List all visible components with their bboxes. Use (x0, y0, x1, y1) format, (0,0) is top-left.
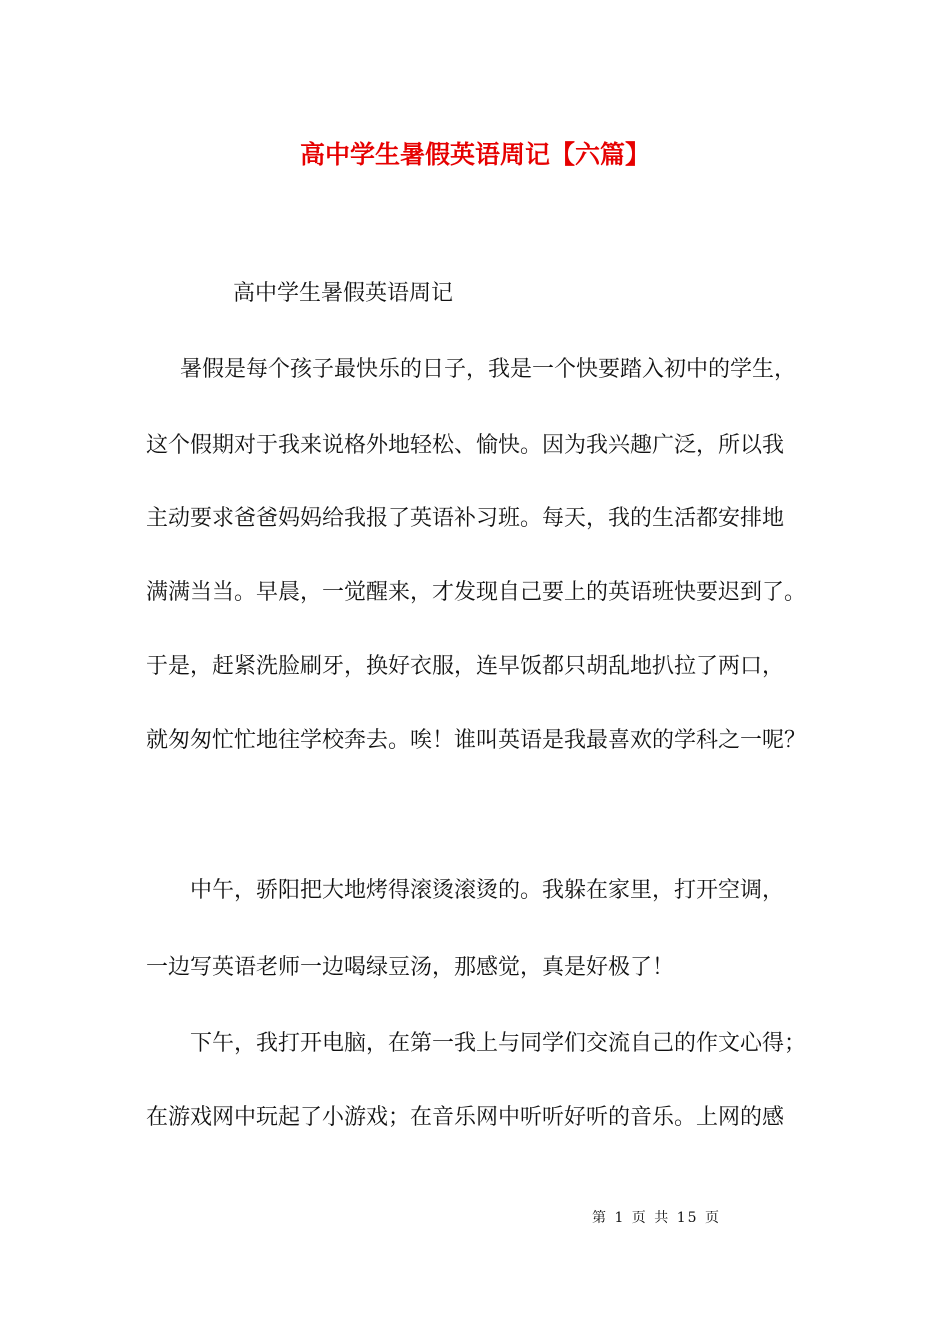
paragraph-line: 下午，我打开电脑，在第一我上与同学们交流自己的作文心得； (190, 1031, 807, 1056)
paragraph-line: 这个假期对于我来说格外地轻松、愉快。因为我兴趣广泛，所以我 (146, 433, 785, 458)
paragraph-line: 中午，骄阳把大地烤得滚烫滚烫的。我躲在家里，打开空调， (190, 878, 785, 903)
paragraph-line: 在游戏网中玩起了小游戏；在音乐网中听听好听的音乐。上网的感 (146, 1105, 785, 1130)
section-subtitle: 高中学生暑假英语周记 (233, 281, 454, 306)
paragraph-line: 一边写英语老师一边喝绿豆汤，那感觉，真是好极了！ (146, 955, 675, 980)
paragraph-line: 于是，赶紧洗脸刷牙，换好衣服，连早饭都只胡乱地扒拉了两口， (146, 654, 785, 679)
document-title: 高中学生暑假英语周记【六篇】 (299, 140, 650, 169)
paragraph-line: 满满当当。早晨，一觉醒来，才发现自己要上的英语班快要迟到了。 (146, 580, 807, 605)
paragraph-line: 暑假是每个孩子最快乐的日子，我是一个快要踏入初中的学生， (180, 357, 797, 382)
paragraph-line: 就匆匆忙忙地往学校奔去。唉！谁叫英语是我最喜欢的学科之一呢？ (146, 728, 807, 753)
page-footer: 第 1 页 共 15 页 (592, 1210, 721, 1226)
paragraph-line: 主动要求爸爸妈妈给我报了英语补习班。每天，我的生活都安排地 (146, 506, 785, 531)
